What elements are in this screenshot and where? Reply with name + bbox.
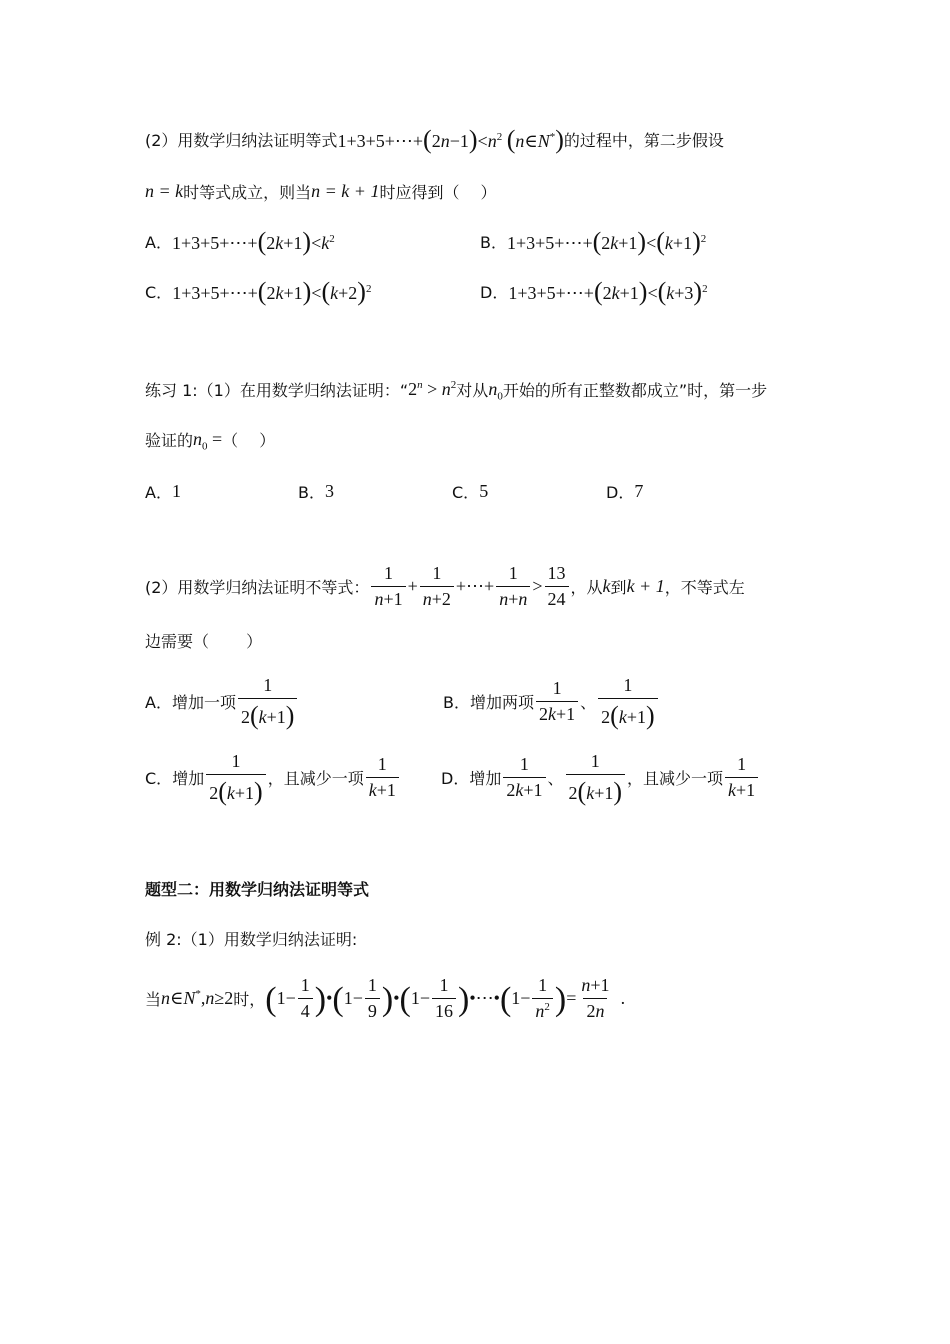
question-2-line-2 (145, 180, 497, 203)
question-2b-k: k (602, 576, 611, 597)
question-2b-k1: k + 1 (626, 576, 665, 597)
question-2b-option-d (441, 752, 760, 804)
option-d-formula: $1+3+5+\cdots+(2k+1)<(k+3)^2$ (508, 277, 708, 306)
exercise-1-line-2 (145, 428, 275, 451)
q2b-option-d-sep: 、 (547, 769, 564, 789)
question-2b-formula: $\frac{1}{n+1}$ + $\frac{1}{n+2}$ +⋯+ $\frac{1}{n+n}$ > $\frac{13}{24}$ (369, 564, 570, 610)
ex1-option-b-value: 3 (324, 481, 334, 501)
question-2-option-b (480, 228, 706, 254)
question-2-nk1: n = k + 1 (311, 181, 380, 201)
question-2b-line2: 边需要（ ） (145, 632, 263, 651)
ex1-option-d-letter: D． (606, 483, 635, 502)
question-2b-option-b (443, 676, 660, 728)
exercise-1-suffix: 开始的所有正整数都成立”时，第一步 (502, 381, 768, 400)
question-2b-to: 到 (610, 578, 627, 598)
question-2b-suffix: ，不等式左 (664, 578, 745, 598)
q2b-option-d-text: 增加 (469, 769, 502, 789)
q2b-option-b-text: 增加两项 (469, 693, 534, 713)
q2b-option-d-frac1: $\frac{1}{2k+1}$ (503, 755, 545, 801)
question-2-nk: n = k (145, 181, 184, 201)
q2b-option-c-text2: ，且减少一项 (267, 769, 364, 789)
exercise-1-prefix: 练习 1:（1）在用数学归纳法证明：“ (145, 381, 409, 400)
exercise-1-line2: 验证的 (145, 431, 194, 450)
frac-1-over-9: $\frac{1}{9}$ (365, 976, 380, 1022)
example-2-formula: ( 1− $\frac{1}{4}$ ) • ( 1− $\frac{1}{9}$ ) • ( 1− $\frac{1}{16}$ ) •⋯• ( 1− $\frac{1}{n^2}$ ) = $\frac{n+1}{2n}$ (265, 976, 614, 1022)
example-2-line-2 (145, 976, 625, 1022)
frac-1-over-4: $\frac{1}{4}$ (298, 976, 313, 1022)
question-2-line2-mid: 时等式成立，则当 (183, 183, 312, 202)
ex1-option-a-letter: A． (145, 483, 172, 502)
exercise-1-line-1 (145, 378, 767, 401)
question-2b-option-a (145, 676, 299, 728)
option-c-letter: C． (145, 282, 173, 302)
question-2b-mid: ，从 (570, 578, 603, 598)
frac-n1-over-2n: $\frac{n+1}{2n}$ (581, 975, 610, 1021)
frac-13-over-24: $\frac{13}{24}$ (545, 564, 569, 610)
question-2-line-1 (145, 126, 724, 152)
frac-1-over-n2: $\frac{1}{n^2}$ (532, 976, 553, 1022)
question-2-option-c (145, 278, 371, 304)
ex1-option-b-letter: B． (298, 483, 325, 502)
exercise-1-n0: $n_0$ (488, 379, 503, 403)
exercise-1-option-a (145, 480, 181, 503)
question-2b-line-1 (145, 564, 745, 610)
option-a-formula: $1+3+5+\cdots+(2k+1)<k^2$ (171, 227, 335, 256)
example-2-cond-post: 时， (233, 990, 266, 1010)
exercise-1-option-c (452, 480, 488, 503)
exercise-1-n0-eq: $n_0$ = (193, 429, 223, 453)
ex1-option-c-letter: C． (452, 483, 480, 502)
exercise-1-paren: （ ） (222, 431, 276, 450)
q2b-option-b-letter: B． (443, 693, 470, 713)
question-2b-prefix: (2）用数学归纳法证明不等式： (145, 578, 370, 598)
question-2-prefix: (2）用数学归纳法证明等式 (145, 130, 338, 150)
ex1-option-a-value: 1 (171, 481, 181, 501)
ex1-option-d-value: 7 (634, 481, 644, 501)
question-2-formula: $1+3+5+\cdots+(2n-1)<n^2$ (n∈N*) (337, 125, 564, 154)
q2b-option-a-text: 增加一项 (171, 693, 236, 713)
question-2-option-a (145, 228, 335, 254)
example-2-line1: 例 2:（1）用数学归纳法证明: (145, 930, 358, 949)
option-c-formula: $1+3+5+\cdots+(2k+1)<(k+2)^2$ (172, 277, 372, 306)
exercise-1-formula: $2^n > n^2$ (408, 379, 457, 399)
question-2-line2-post: 时应得到（ ） (379, 183, 497, 202)
q2b-option-d-letter: D． (441, 769, 470, 789)
exercise-1-option-b (298, 480, 334, 503)
option-b-letter: B． (480, 232, 507, 252)
q2b-option-b-frac2: $\frac{1}{2(k+1)}$ (598, 676, 658, 728)
q2b-option-b-sep: 、 (580, 693, 597, 713)
section-title: 题型二：用数学归纳法证明等式 (145, 880, 370, 899)
q2b-option-d-text2: ，且减少一项 (627, 769, 724, 789)
frac-1-over-n2: $\frac{1}{n+2}$ (420, 564, 454, 610)
exercise-1-option-d (606, 480, 643, 503)
question-2-suffix: 的过程中，第二步假设 (563, 130, 724, 150)
example-2-cond: n∈N*,n≥2 (161, 988, 234, 1009)
example-2-line-1 (145, 927, 357, 950)
ex1-option-c-value: 5 (479, 481, 489, 501)
frac-1-over-16: $\frac{1}{16}$ (432, 976, 456, 1022)
example-2-end: . (620, 988, 626, 1009)
q2b-option-c-letter: C． (145, 769, 173, 789)
section-heading (145, 877, 369, 900)
frac-1-over-n1: $\frac{1}{n+1}$ (371, 564, 405, 610)
question-2b-option-c (145, 752, 401, 804)
q2b-option-d-frac3: $\frac{1}{k+1}$ (725, 755, 758, 801)
exercise-1-mid: 对从 (456, 381, 489, 400)
q2b-option-a-frac: $\frac{1}{2(k+1)}$ (238, 676, 298, 728)
q2b-option-c-frac2: $\frac{1}{k+1}$ (366, 755, 399, 801)
option-d-letter: D． (480, 282, 509, 302)
option-a-letter: A． (145, 232, 172, 252)
q2b-option-d-frac2: $\frac{1}{2(k+1)}$ (566, 752, 626, 804)
q2b-option-b-frac1: $\frac{1}{2k+1}$ (536, 679, 578, 725)
example-2-cond-pre: 当 (145, 990, 162, 1010)
q2b-option-a-letter: A． (145, 693, 172, 713)
question-2-option-d (480, 278, 708, 304)
question-2b-line-2 (145, 629, 262, 652)
q2b-option-c-text: 增加 (172, 769, 205, 789)
q2b-option-c-frac: $\frac{1}{2(k+1)}$ (206, 752, 266, 804)
frac-1-over-nn: $\frac{1}{n+n}$ (496, 564, 530, 610)
option-b-formula: $1+3+5+\cdots+(2k+1)<(k+1)^2$ (506, 227, 707, 256)
